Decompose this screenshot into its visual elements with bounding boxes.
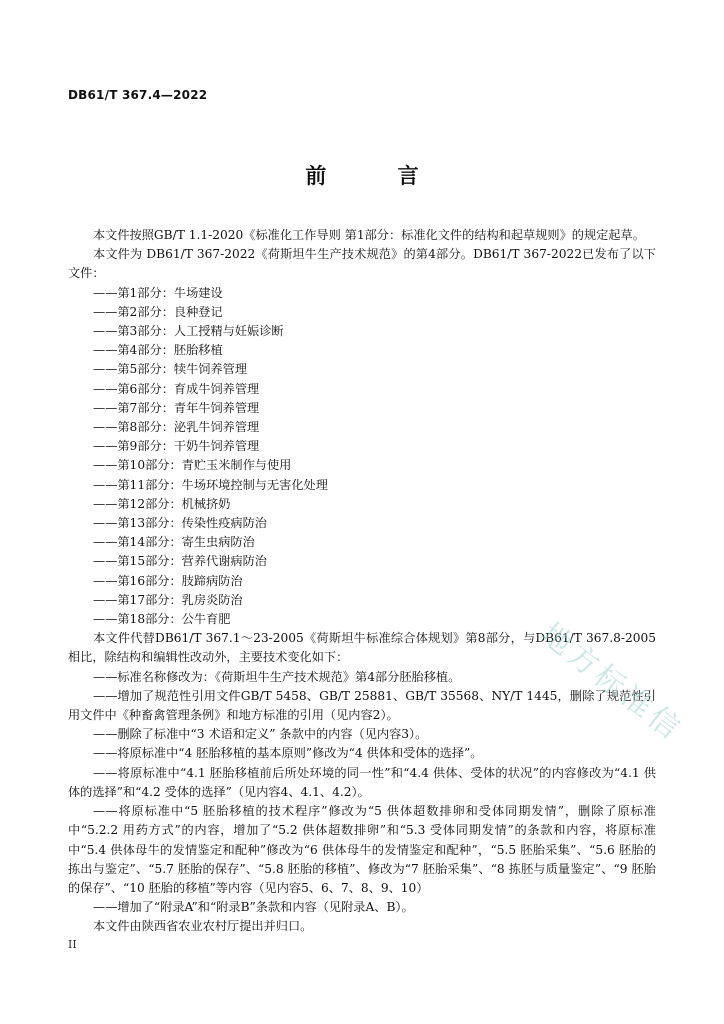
list-item: ——第9部分：干奶牛饲养管理: [93, 439, 260, 454]
list-item: ——第8部分：泌乳牛饲养管理: [93, 420, 260, 435]
watermark: 地方标准信: [533, 616, 690, 749]
list-item: ——第17部分：乳房炎防治: [93, 592, 243, 607]
change-item-clause-5: ——将原标准中“5 胚胎移植的技术程序”修改为“5 供体超数排卵和受体同期发情”，删除了原标准中“5.2.2 用药方式”的内容，增加了“5.2 供体超数排卵”和“5.3 受体同期发情”的条款和内容，将原标准中“5.4 供体母牛的发情鉴定和配种”修改为“6 供体母牛的发情鉴定和配种”，“5.5 胚胎采集”、“5.6 胚胎的拣出与鉴定”、“5.7 胚胎的保存”、“5.8 胚胎的移植”、修改为“7 胚胎采集”、“8 拣胚与质量鉴定”、“9 胚胎的保存”、“10 胚胎的移植”等内容（见内容5、6、7、8、9、10）: [68, 804, 656, 895]
change-item-title: ——标准名称修改为：《荷斯坦牛生产技术规范》第4部分胚胎移植。: [93, 669, 461, 684]
change-item-references: ——增加了规范性引用文件GB/T 5458、GB/T 25881、GB/T 35568、NY/T 1445，删除了规范性引用文件中《种畜禽管理条例》和地方标准的引用（见内容2）。: [68, 688, 656, 723]
list-item: ——第12部分：机械挤奶: [93, 496, 231, 511]
list-item: ——第16部分：肢蹄病防治: [93, 573, 243, 588]
list-item: ——第7部分：青年牛饲养管理: [93, 400, 260, 415]
list-item: ——第6部分：育成牛饲养管理: [93, 381, 260, 396]
list-item: ——第2部分：良种登记: [93, 304, 223, 319]
parts-list: [68, 284, 656, 630]
paragraph-replacement-statement: 本文件代替DB61/T 367.1～23-2005《荷斯坦牛标准综合体规划》第8部分，与DB61/T 367.8-2005相比，除结构和编辑性改动外，主要技术变化如下：: [68, 631, 656, 665]
list-item: ——第15部分：营养代谢病防治: [93, 554, 267, 569]
page-number: II: [68, 938, 77, 951]
change-item-clause-4: ——将原标准中“4 胚胎移植的基本原则”修改为“4 供体和受体的选择”。: [93, 746, 483, 761]
list-item: ——第11部分：牛场环境控制与无害化处理: [93, 477, 328, 492]
list-item: ——第18部分：公牛育肥: [93, 612, 231, 627]
paragraph-proposer: 本文件由陕西省农业农村厅提出并归口。: [93, 919, 313, 934]
document-body: [68, 226, 656, 937]
paragraph-series-intro: 本文件为 DB61/T 367-2022《荷斯坦牛生产技术规范》的第4部分。DB61/T 367-2022已发布了以下文件：: [68, 247, 656, 281]
paragraph-drafting-rule: 本文件按照GB/T 1.1-2020《标准化工作导则 第1部分：标准化文件的结构和起草规则》的规定起草。: [93, 228, 645, 242]
list-item: ——第13部分：传染性疫病防治: [93, 516, 267, 531]
list-item: ——第10部分：青贮玉米制作与使用: [93, 458, 292, 473]
change-item-annex: ——增加了“附录A”和“附录B”条款和内容（见附录A、B）。: [93, 900, 414, 915]
list-item: ——第14部分：寄生虫病防治: [93, 535, 255, 550]
page-title: 前 言: [305, 164, 451, 188]
list-item: ——第3部分：人工授精与妊娠诊断: [93, 324, 284, 339]
list-item: ——第4部分：胚胎移植: [93, 343, 223, 358]
document-code: DB61/T 367.4—2022: [68, 88, 208, 102]
change-item-terms: ——删除了标准中“3 术语和定义” 条款中的内容（见内容3）。: [93, 727, 428, 742]
change-item-clause-4-sub: ——将原标准中“4.1 胚胎移植前后所处环境的同一性”和“4.4 供体、受体的状况”的内容修改为“4.1 供体的选择”和“4.2 受体的选择”（见内容4、4.1、4.2）。: [68, 765, 656, 799]
list-item: ——第1部分：牛场建设: [93, 285, 223, 300]
list-item: ——第5部分：犊牛饲养管理: [93, 362, 248, 377]
